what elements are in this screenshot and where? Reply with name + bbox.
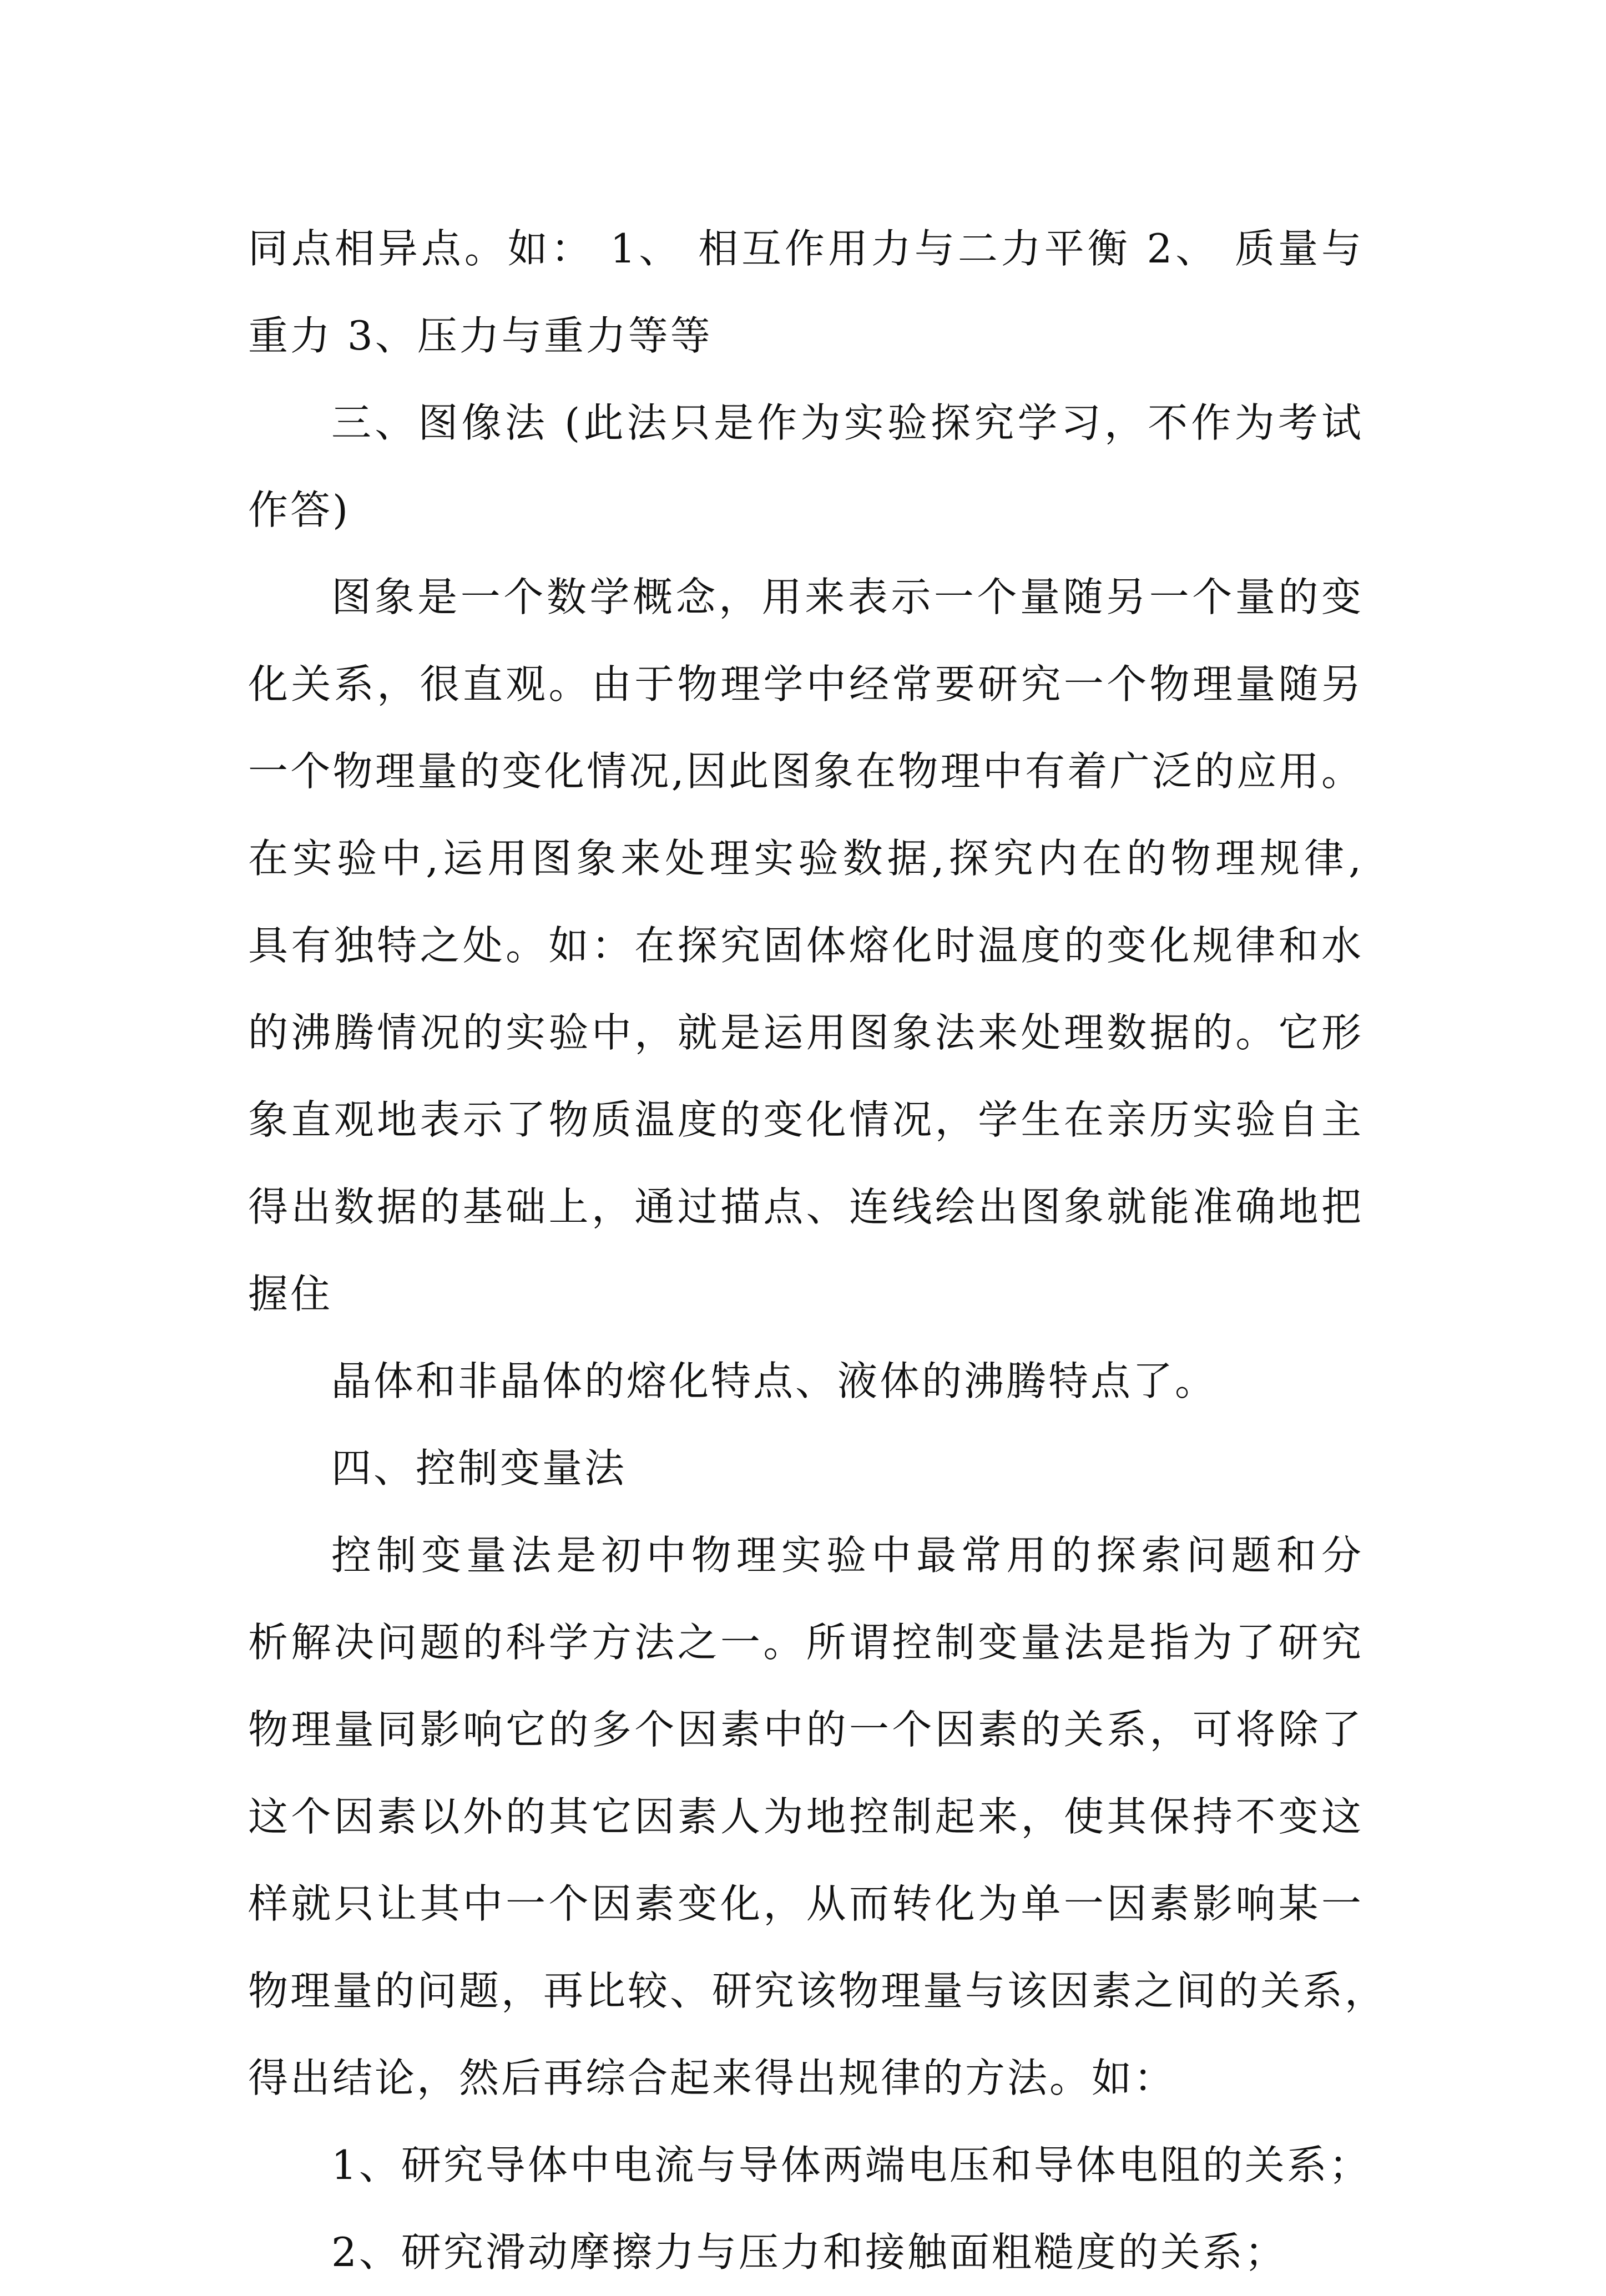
paragraph-line: 得出结论，然后再综合起来得出规律的方法。如： <box>248 2055 1176 2101</box>
list-item: 2、研究滑动摩擦力与压力和接触面粗糙度的关系； <box>331 2229 1287 2275</box>
paragraph-line: 握住 <box>248 1271 333 1317</box>
paragraph-line: 物理量的问题，再比较、研究该物理量与该因素之间的关系， <box>248 1968 1387 2014</box>
paragraph-line: 的沸腾情况的实验中，就是运用图象法来处理数据的。它形 <box>248 1009 1363 1056</box>
paragraph-line: 这个因素以外的其它因素人为地控制起来，使其保持不变这 <box>248 1793 1363 1840</box>
paragraph-line: 析解决问题的科学方法之一。所谓控制变量法是指为了研究 <box>248 1619 1363 1666</box>
paragraph-line: 物理量同影响它的多个因素中的一个因素的关系，可将除了 <box>248 1706 1363 1753</box>
paragraph-line: 晶体和非晶体的熔化特点、液体的沸腾特点了。 <box>331 1358 1218 1404</box>
paragraph-line: 在实验中,运用图象来处理实验数据,探究内在的物理规律, <box>248 835 1363 882</box>
paragraph-line: 象直观地表示了物质温度的变化情况，学生在亲历实验自主 <box>248 1096 1363 1143</box>
paragraph-line: 样就只让其中一个因素变化，从而转化为单一因素影响某一 <box>248 1880 1363 1927</box>
text-line: 同点相异点。如： 1、 相互作用力与二力平衡 2、 质量与 <box>248 225 1363 272</box>
section-heading-3: 三、图像法 (此法只是作为实验探究学习，不作为考试 <box>331 399 1363 446</box>
paragraph-line: 具有独特之处。如：在探究固体熔化时温度的变化规律和水 <box>248 922 1363 969</box>
paragraph-line: 控制变量法是初中物理实验中最常用的探索问题和分 <box>331 1532 1363 1579</box>
text-line: 作答) <box>248 487 351 533</box>
paragraph-line: 一个物理量的变化情况,因此图象在物理中有着广泛的应用。 <box>248 748 1363 795</box>
section-heading-4: 四、控制变量法 <box>331 1445 627 1491</box>
paragraph-line: 化关系，很直观。由于物理学中经常要研究一个物理量随另 <box>248 661 1363 707</box>
list-item: 1、研究导体中电流与导体两端电压和导体电阻的关系； <box>331 2142 1371 2188</box>
document-body <box>248 205 1387 2296</box>
paragraph-line: 得出数据的基础上，通过描点、连线绘出图象就能准确地把 <box>248 1184 1363 1230</box>
paragraph-line: 图象是一个数学概念，用来表示一个量随另一个量的变 <box>331 574 1363 620</box>
text-line: 重力 3、压力与重力等等 <box>248 312 713 359</box>
